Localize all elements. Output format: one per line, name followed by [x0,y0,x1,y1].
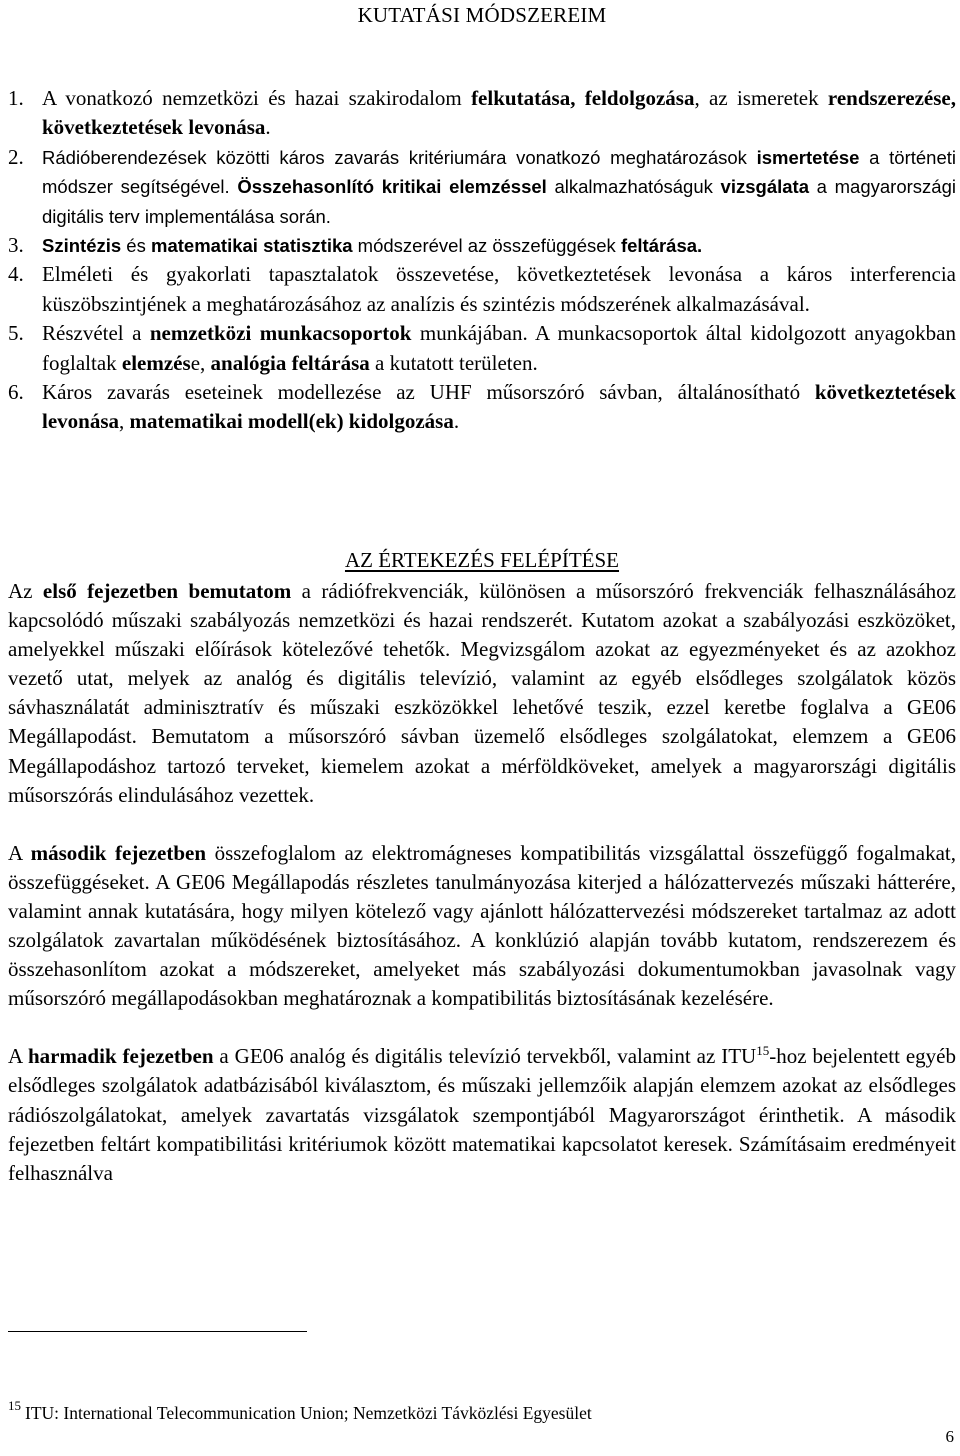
method-item [8,260,956,319]
text-run: munkájában. A munkacsoportok által kidolgozott anyagokban foglaltak [42,321,956,375]
bold-text: Összehasonlító kritikai elemzéssel [237,176,547,198]
text-run: összefoglalom az elektromágneses kompatibilitás vizsgálattal összefüggő fogalmakat, összefüggéseket. A GE06 Megállapodás részletes tanulmányozása kiterjed a hálózattervezés műszaki hátterére, valamint annak kutatására, hogy milyen kötelező vagy ajánlott hálózattervezési módszereket tartalmaz az adott szolgálatok zavartalan működésének biztosításához. A konklúzió alapján tovább kutatom, rendszerezem és összehasonlítom azokat a módszereket, amelyeket más szabályozási dokumentumokban javasolnak vagy műsorszóró megállapodásokban meghatároznak a kompatibilitás biztosításának kezelésére. [8,840,956,1011]
method-item [8,143,956,231]
footnote-mark: 15 [8,1398,21,1413]
bold-text: elemzés [121,350,191,375]
text-run: a GE06 analóg és digitális televízió tervekből, valamint az ITU [213,1044,757,1069]
text-run: Az [8,579,43,603]
bold-text: első fejezetben bemutatom [42,579,292,603]
bold-text: második fejezetben [30,840,206,865]
text-run: . [265,115,271,140]
method-number: 5. [8,321,24,346]
method-number: 3. [8,233,24,258]
text-run: A [8,1044,28,1069]
text-run: és [121,235,151,257]
bold-text: következtetések levonása [42,380,956,434]
bold-text: matematikai modell(ek) kidolgozása [129,409,454,434]
method-item [8,84,956,143]
chapter-paragraph [8,1042,956,1187]
text-run: a rádiófrekvenciák, különösen a műsorszóró frekvenciák felhasználásához kapcsolódó műszaki szabályozás nemzetközi és hazai rendszerét. Kutatom azokat a szabályozási eszközöket, amelyekkel műszaki előírások kötelezővé tehetők. Megvizsgálom azokat az egyezményeket és az azokhoz vezető utat, melyek az analóg és digitális televízió, valamint az egyéb elsődleges szolgálatok közös sávhasználatát adminisztratív és műszaki eszközökkel lehetővé teszik, ezzel keretbe foglalva a GE06 Megállapodást. Bemutatom a műsorszóró sávban üzemelő elsődleges szolgálatokat, elemzem a GE06 Megállapodáshoz tartozó terveket, kiemelem azokat a mérföldköveket, amelyek a magyarországi digitális műsorszórás elindulásához vezettek. [8,579,956,807]
method-number: 2. [8,144,24,169]
text-run: a magyarországi digitális terv implementálása során. [42,176,956,227]
text-run: -hoz bejelentett egyéb elsődleges szolgálatok adatbázisából kiválasztom, és műszaki jellemzőik alapján elemzem azokat az elsődleges rádiószolgálatokat, amelyek zavartatás vizsgálatok szempontjából Magyarországot érinthetik. A második fejezetben feltárt kompatibilitási kritériumok között matematikai kapcsolatot keresek. Számításaim eredményeit felhasználva [8,1044,956,1185]
text-run: , az ismeretek [694,86,828,110]
text-run: Káros zavarás eseteinek modellezése az UHF műsorszóró sávban, általánosítható [42,380,815,405]
footnote-separator [8,1331,307,1332]
text-run: , [119,409,130,434]
text-run: Részvétel a [42,321,150,346]
chapter-paragraph [8,577,956,810]
method-number: 4. [8,262,24,287]
text-run: a történeti módszer segítségével. [42,146,956,198]
methods-list [8,84,956,437]
text-run: . [453,409,460,434]
method-number: 1. [8,86,24,110]
footnote-text: ITU: International Telecommunication Union; Nemzetközi Távközlési Egyesület [25,1403,592,1423]
text-run: Elméleti és gyakorlati tapasztalatok összevetése, következtetések levonása a káros interferencia küszöbszintjének a meghatározásához az analízis és szintézis módszerének alkalmazásával. [42,262,956,316]
bold-text: vizsgálata [720,176,809,198]
structure-heading: AZ ÉRTEKEZÉS FELÉPÍTÉSE [344,548,620,572]
text-run: e, [190,350,211,375]
text-run: Rádióberendezések közötti káros zavarás kritériumára vonatkozó meghatározások [42,146,757,168]
method-number: 6. [8,380,24,405]
bold-text: harmadik fejezetben [27,1044,214,1069]
bold-text: Szintézis [42,235,122,257]
text-run: A [8,840,31,865]
footnote [8,1398,592,1424]
bold-text: analógia feltárása [210,350,370,375]
text-run: A vonatkozó nemzetközi és hazai szakirodalom [42,86,472,110]
text-run: módszerével az összefüggések [352,235,621,257]
page-number: 6 [945,1427,954,1446]
chapter-paragraph [8,839,956,1014]
bold-text: ismertetése [756,146,860,168]
methods-heading: KUTATÁSI MÓDSZEREIM [357,3,607,27]
text-run: alkalmazhatóságuk [546,176,721,198]
method-item [8,319,956,378]
text-run: a kutatott területen. [369,350,538,375]
footnote-reference: 15 [756,1043,770,1059]
bold-text: felkutatása, feldolgozása [471,86,695,110]
method-item [8,231,956,260]
bold-text: matematikai statisztika [151,235,353,257]
chapter-summary [8,577,956,1217]
bold-text: rendszerezése, következtetések levonása [42,86,956,140]
method-item [8,378,956,437]
bold-text: feltárása. [620,235,703,257]
bold-text: nemzetközi munkacsoportok [149,321,412,346]
